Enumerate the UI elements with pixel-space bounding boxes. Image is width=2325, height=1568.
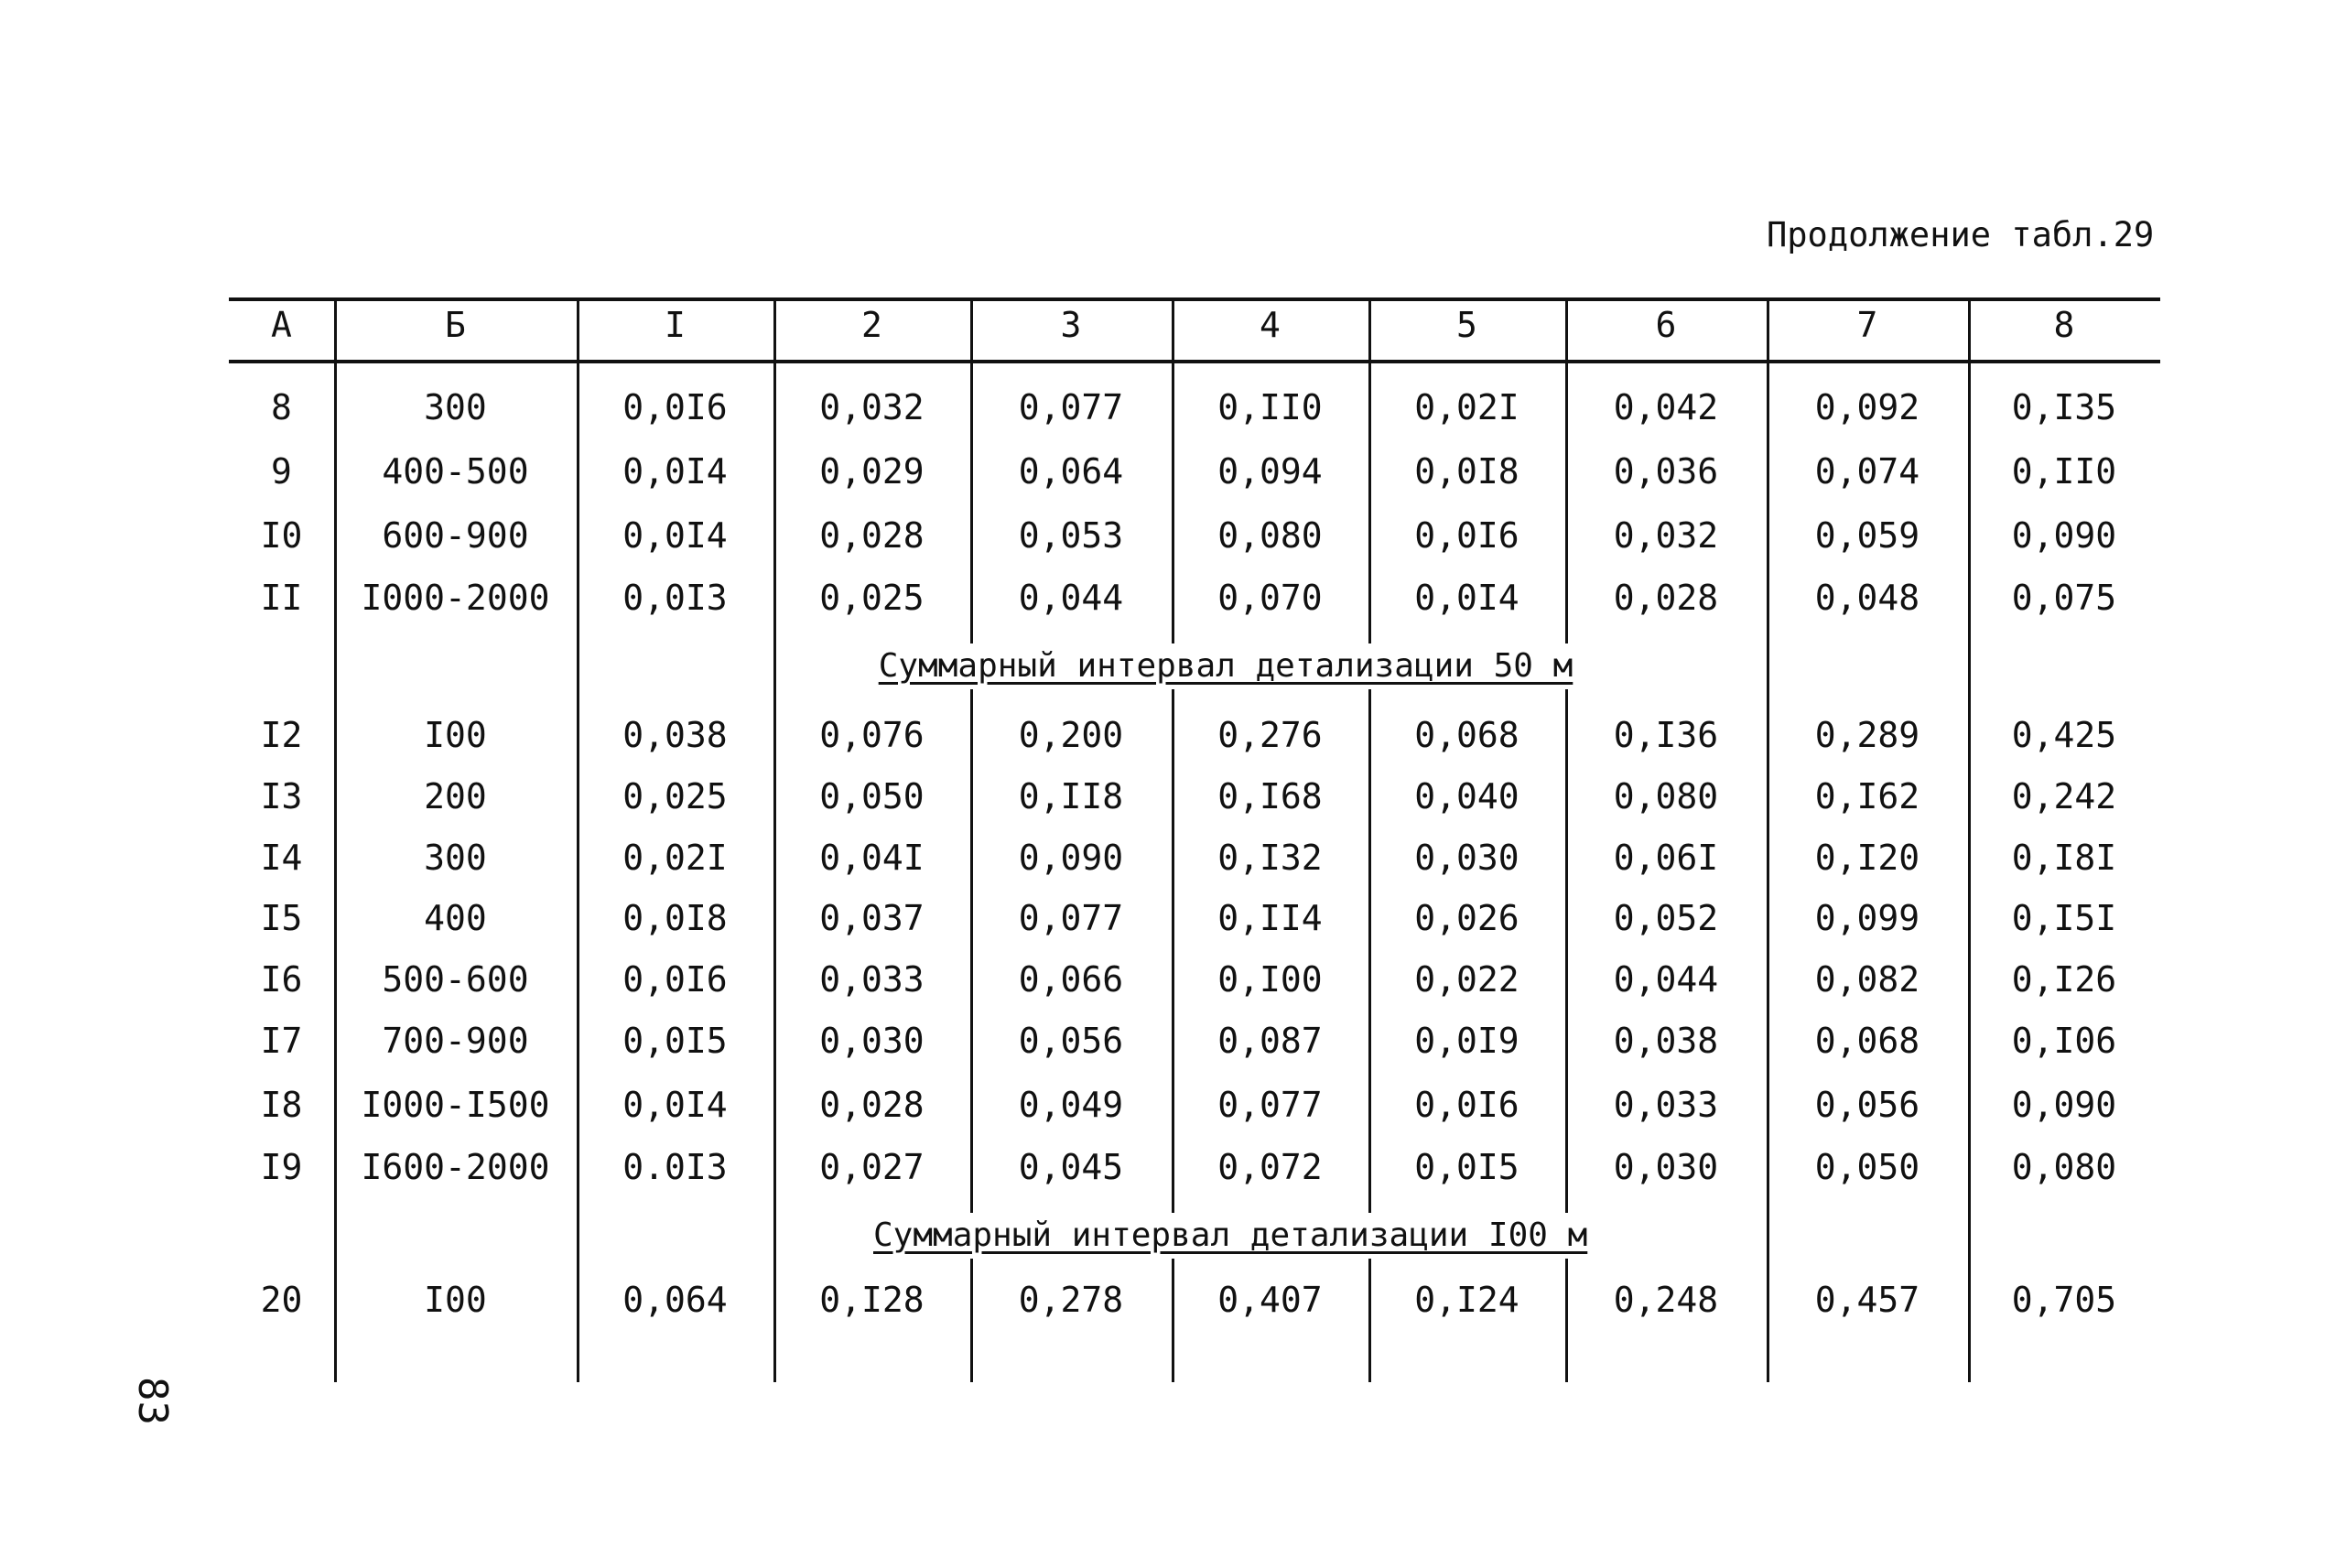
table-cell: 0,02I — [1414, 387, 1519, 427]
table-cell: 0,037 — [819, 898, 925, 938]
table-cell: 0,0I5 — [1414, 1147, 1519, 1187]
row-range: 300 — [424, 387, 487, 427]
table-cell: 0,027 — [819, 1147, 925, 1187]
table-cell: 0,I8I — [2011, 838, 2117, 878]
table-cell: 0,028 — [819, 1085, 925, 1125]
table-cell: 0,082 — [1814, 959, 1920, 1000]
column-header: 3 — [1060, 305, 1082, 345]
table-cell: 0,0I8 — [1414, 451, 1519, 492]
table-cell: 0,0I8 — [622, 898, 728, 938]
table-cell: 0,457 — [1814, 1280, 1920, 1320]
row-number: II — [260, 578, 303, 618]
row-number: I0 — [260, 515, 303, 556]
table-cell: 0,II0 — [2011, 451, 2117, 492]
table-cell: 0,025 — [819, 578, 925, 618]
column-header: 8 — [2053, 305, 2075, 345]
table-cell: 0,040 — [1414, 776, 1519, 816]
table-cell: 0,032 — [1613, 515, 1719, 556]
table-cell: 0,II0 — [1217, 387, 1323, 427]
row-number: I6 — [260, 959, 303, 1000]
table-cell: 0,032 — [819, 387, 925, 427]
table-cell: 0,038 — [1613, 1021, 1719, 1061]
table-cell: 0,030 — [819, 1021, 925, 1061]
row-range: I600-2000 — [361, 1147, 550, 1187]
page-number: 83 — [128, 1377, 176, 1425]
table-cell: 0,0I6 — [1414, 1085, 1519, 1125]
table-cell: 0,I35 — [2011, 387, 2117, 427]
row-number: I9 — [260, 1147, 303, 1187]
table-cell: 0,248 — [1613, 1280, 1719, 1320]
table-cell: 0,026 — [1414, 898, 1519, 938]
table-cell: 0,I32 — [1217, 838, 1323, 878]
table-cell: 0,276 — [1217, 715, 1323, 755]
table-cell: 0,064 — [1018, 451, 1124, 492]
table-cell: 0.0I3 — [622, 1147, 728, 1187]
table-cell: 0,090 — [2011, 1085, 2117, 1125]
table-cell: 0,048 — [1814, 578, 1920, 618]
table-cell: 0,0I5 — [622, 1021, 728, 1061]
row-range: 600-900 — [382, 515, 529, 556]
table-cell: 0,0I4 — [622, 451, 728, 492]
table-top-rule — [229, 297, 2160, 301]
table-cell: 0,I06 — [2011, 1021, 2117, 1061]
table-cell: 0,030 — [1613, 1147, 1719, 1187]
table-cell: 0,04I — [819, 838, 925, 878]
table-cell: 0,278 — [1018, 1280, 1124, 1320]
table-caption: Продолжение табл.29 — [1767, 215, 2155, 254]
table-cell: 0,099 — [1814, 898, 1920, 938]
table-cell: 0,044 — [1613, 959, 1719, 1000]
table-cell: 0,080 — [2011, 1147, 2117, 1187]
table-cell: 0,I36 — [1613, 715, 1719, 755]
row-range: I000-2000 — [361, 578, 550, 618]
column-header: 7 — [1856, 305, 1878, 345]
table-cell: 0,072 — [1217, 1147, 1323, 1187]
table-cell: 0,I20 — [1814, 838, 1920, 878]
row-number: I7 — [260, 1021, 303, 1061]
column-header: 2 — [861, 305, 882, 345]
section-title: Суммарный интервал детализации 50 м — [870, 643, 1582, 689]
column-header: 6 — [1655, 305, 1677, 345]
table-cell: 0,077 — [1018, 387, 1124, 427]
table-cell: 0,II4 — [1217, 898, 1323, 938]
table-cell: 0,0I6 — [622, 387, 728, 427]
table-cell: 0,044 — [1018, 578, 1124, 618]
table-cell: 0,036 — [1613, 451, 1719, 492]
table-cell: 0,I68 — [1217, 776, 1323, 816]
table-cell: 0,076 — [819, 715, 925, 755]
table-cell: 0,049 — [1018, 1085, 1124, 1125]
table-cell: 0,029 — [819, 451, 925, 492]
table-cell: 0,242 — [2011, 776, 2117, 816]
table-cell: 0,066 — [1018, 959, 1124, 1000]
table-cell: 0,425 — [2011, 715, 2117, 755]
table-cell: 0,092 — [1814, 387, 1920, 427]
row-number: 20 — [260, 1280, 303, 1320]
table-cell: 0,02I — [622, 838, 728, 878]
table-cell: 0,080 — [1613, 776, 1719, 816]
table-cell: 0,050 — [819, 776, 925, 816]
column-header: 4 — [1260, 305, 1281, 345]
row-number: I4 — [260, 838, 303, 878]
data-table — [229, 297, 2160, 1382]
row-number: I5 — [260, 898, 303, 938]
table-cell: 0,045 — [1018, 1147, 1124, 1187]
table-cell: 0,0I4 — [1414, 578, 1519, 618]
table-cell: 0,I28 — [819, 1280, 925, 1320]
table-cell: 0,056 — [1814, 1085, 1920, 1125]
table-cell: 0,070 — [1217, 578, 1323, 618]
table-cell: 0,I5I — [2011, 898, 2117, 938]
row-range: 400 — [424, 898, 487, 938]
table-cell: 0,068 — [1814, 1021, 1920, 1061]
table-cell: 0,200 — [1018, 715, 1124, 755]
row-number: I2 — [260, 715, 303, 755]
column-header: I — [665, 305, 686, 345]
row-range: 300 — [424, 838, 487, 878]
row-number: 8 — [271, 387, 292, 427]
row-range: I000-I500 — [361, 1085, 550, 1125]
table-cell: 0,06I — [1613, 838, 1719, 878]
table-cell: 0,033 — [1613, 1085, 1719, 1125]
table-cell: 0,289 — [1814, 715, 1920, 755]
column-header: 5 — [1456, 305, 1477, 345]
column-header: А — [271, 305, 292, 345]
table-cell: 0,407 — [1217, 1280, 1323, 1320]
table-cell: 0,033 — [819, 959, 925, 1000]
table-cell: 0,0I3 — [622, 578, 728, 618]
table-cell: 0,I00 — [1217, 959, 1323, 1000]
row-number: I3 — [260, 776, 303, 816]
row-range: I00 — [424, 715, 487, 755]
table-cell: 0,0I4 — [622, 1085, 728, 1125]
table-cell: 0,077 — [1217, 1085, 1323, 1125]
table-cell: 0,028 — [1613, 578, 1719, 618]
table-cell: 0,0I6 — [1414, 515, 1519, 556]
table-cell: 0,I26 — [2011, 959, 2117, 1000]
table-cell: 0,042 — [1613, 387, 1719, 427]
table-cell: 0,074 — [1814, 451, 1920, 492]
table-cell: 0,028 — [819, 515, 925, 556]
table-cell: 0,094 — [1217, 451, 1323, 492]
table-cell: 0,705 — [2011, 1280, 2117, 1320]
table-cell: 0,0I6 — [622, 959, 728, 1000]
row-range: 700-900 — [382, 1021, 529, 1061]
section-title: Суммарный интервал детализации I00 м — [870, 1213, 1582, 1259]
table-cell: 0,I62 — [1814, 776, 1920, 816]
table-cell: 0,030 — [1414, 838, 1519, 878]
row-range: 400-500 — [382, 451, 529, 492]
table-cell: 0,087 — [1217, 1021, 1323, 1061]
table-cell: 0,056 — [1018, 1021, 1124, 1061]
table-cell: 0,068 — [1414, 715, 1519, 755]
row-range: 200 — [424, 776, 487, 816]
table-cell: 0,090 — [1018, 838, 1124, 878]
table-cell: 0,064 — [622, 1280, 728, 1320]
table-cell: 0,059 — [1814, 515, 1920, 556]
row-range: 500-600 — [382, 959, 529, 1000]
table-cell: 0,077 — [1018, 898, 1124, 938]
column-header: Б — [445, 305, 466, 345]
row-number: 9 — [271, 451, 292, 492]
table-cell: 0,053 — [1018, 515, 1124, 556]
table-cell: 0,052 — [1613, 898, 1719, 938]
table-cell: 0,0I9 — [1414, 1021, 1519, 1061]
table-cell: 0,080 — [1217, 515, 1323, 556]
table-cell: 0,038 — [622, 715, 728, 755]
table-cell: 0,0I4 — [622, 515, 728, 556]
table-cell: 0,022 — [1414, 959, 1519, 1000]
table-cell: 0,025 — [622, 776, 728, 816]
table-cell: 0,075 — [2011, 578, 2117, 618]
table-cell: 0,090 — [2011, 515, 2117, 556]
table-cell: 0,II8 — [1018, 776, 1124, 816]
row-range: I00 — [424, 1280, 487, 1320]
row-number: I8 — [260, 1085, 303, 1125]
header-bottom-rule — [229, 360, 2160, 363]
table-cell: 0,050 — [1814, 1147, 1920, 1187]
table-cell: 0,I24 — [1414, 1280, 1519, 1320]
